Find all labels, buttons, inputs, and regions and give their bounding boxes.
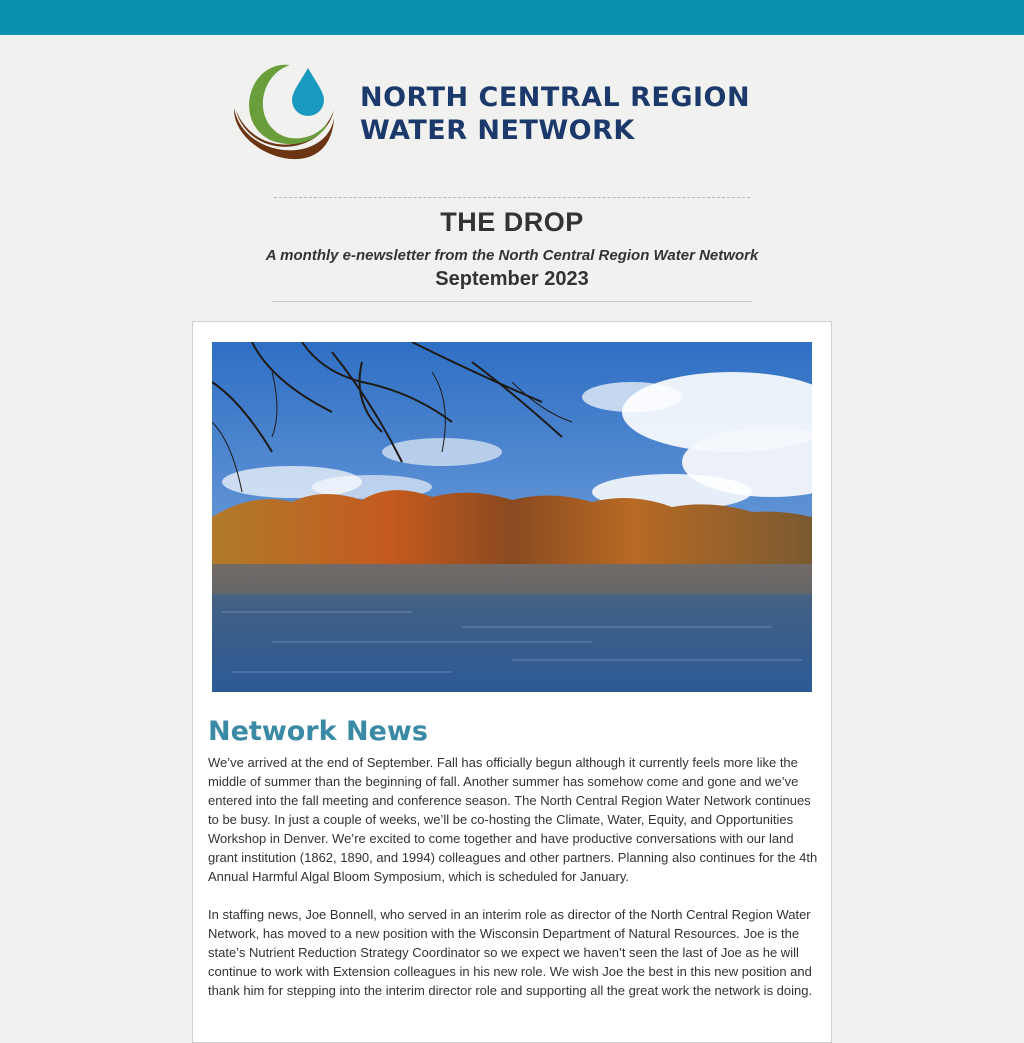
news-paragraph: We’ve arrived at the end of September. Fall has officially begun although it currently feels more like the middle of summer than the beginning of fall. Another summer has somehow come and gone and we’ve entered into the fall meeting and conference season. The North Central Region Water Network continues to be busy. In just a couple of weeks, we’ll be co-hosting the Climate, Water, Equity, and Opportunities Workshop in Denver. We’re excited to come together and have productive conversations with our land grant institution (1862, 1890, and 1994) colleagues and other partners. Planning also continues for the 4th Annual Harmful Algal Bloom Symposium, which is scheduled for January. <box>208 755 818 884</box>
newsletter-title: THE DROP <box>440 207 584 237</box>
news-paragraph: In staffing news, Joe Bonnell, who served in an interim role as director of the North Central Region Water Network, has moved to a new position with the Wisconsin Department of Natural Resources. Joe is the state’s Nutrient Reduction Strategy Coordinator so we expect we haven’t seen the last of Joe as he will continue to work with Extension colleagues in his new role. We wish Joe the best in this new position and thank him for stepping into the interim director role and supporting all the great work the network is doing. <box>208 907 813 998</box>
issue-date: September 2023 <box>435 268 589 290</box>
header-dashed-divider <box>274 197 750 198</box>
hero-image-lake-autumn <box>212 342 812 692</box>
logo-text-line1: NORTH CENTRAL REGION <box>360 82 751 113</box>
water-drop-crescent-icon <box>230 60 340 175</box>
newsletter-subtitle: A monthly e-newsletter from the North Central Region Water Network <box>265 247 759 264</box>
top-banner-bar <box>0 0 1024 35</box>
logo-text-line2: WATER NETWORK <box>360 115 635 146</box>
header-divider <box>272 301 752 302</box>
network-logo[interactable] <box>230 60 800 175</box>
section-title-network-news: Network News <box>208 716 428 747</box>
content-card <box>192 321 832 1043</box>
